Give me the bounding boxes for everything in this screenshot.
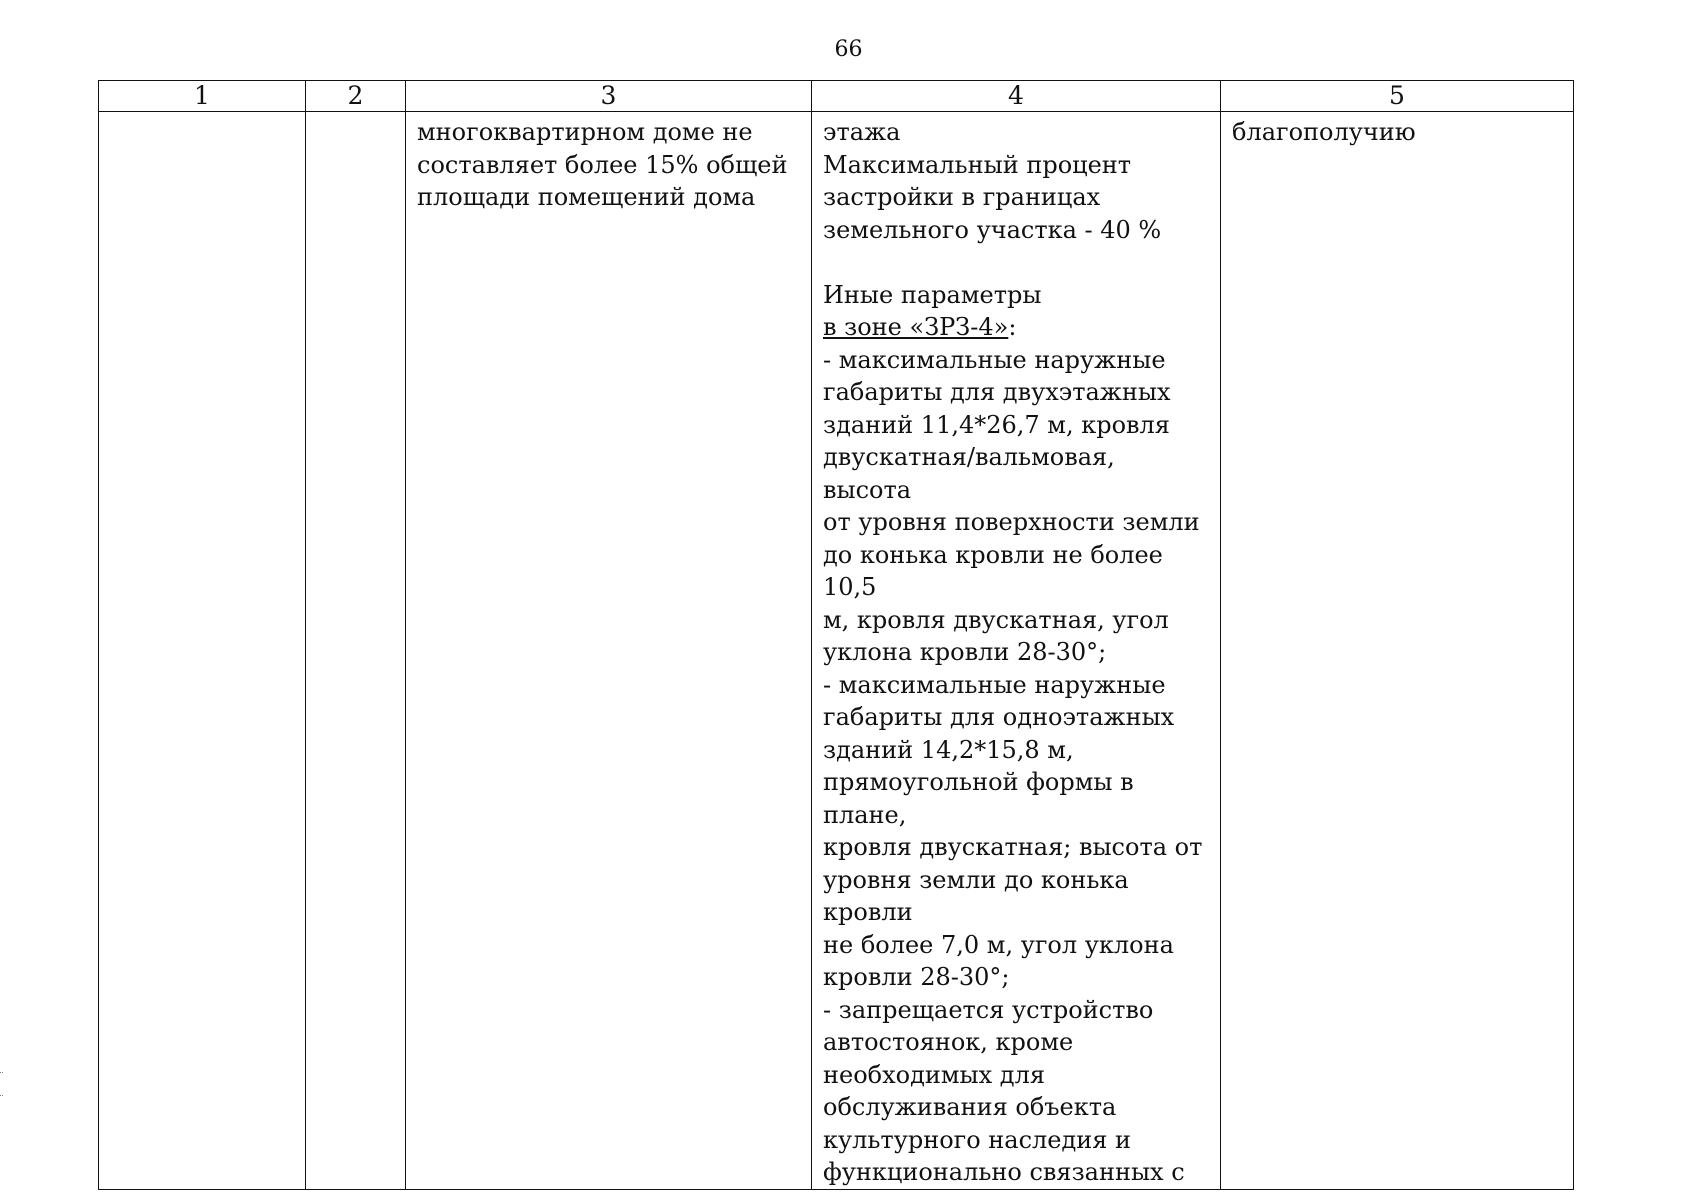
zone-label: в зоне «ЗРЗ-4»	[823, 313, 1009, 341]
cell-col-5-text: благополучию	[1232, 118, 1416, 146]
cell-col-3	[406, 112, 812, 1190]
cell-col-2	[306, 112, 406, 1190]
column-header-2: 2	[306, 81, 406, 112]
cell-col-4	[812, 112, 1221, 1190]
cell-col-4-intro: этажа Максимальный процент застройки в границах земельного участка - 40 %	[823, 118, 1162, 244]
page-number: 66	[834, 37, 863, 62]
zone-colon: :	[1008, 313, 1017, 341]
regulations-table	[98, 80, 1574, 1190]
column-header-5: 5	[1221, 81, 1574, 112]
cell-col-1	[99, 112, 306, 1190]
scan-edge-marks	[0, 1072, 3, 1096]
paragraph-gap	[812, 246, 1220, 279]
table-header-row	[99, 81, 1574, 112]
column-header-1: 1	[99, 81, 306, 112]
column-header-4: 4	[812, 81, 1221, 112]
zone-line	[812, 311, 1220, 344]
other-parameters-heading: Иные параметры	[823, 280, 1042, 309]
column-header-3: 3	[406, 81, 812, 112]
table-row	[99, 112, 1574, 1190]
cell-col-2-text	[306, 112, 405, 116]
cell-col-3-text: многоквартирном доме не составляет более 15% общей площади помещений дома	[417, 118, 788, 211]
zone-parameters-list: - максимальные наружные габариты для двухэтажных зданий 11,4*26,7 м, кровля двускатная/вальмовая, высота от уровня поверхности земли до конька кровли не более 10,5 м, кровля двускатная, угол уклона кровли 28-30°; - максимальные наружные габариты для одноэтажных зданий 14,2*15,8 м, прямоугольной формы в плане, кровля двускатная; высота от уровня земли до конька кровли не более 7,0 м, угол уклона кровли 28-30°; - запрещается устройство автостоянок, кроме необходимых для обслуживания объекта культурного наследия и функционально связанных с	[823, 345, 1203, 1186]
cell-col-5	[1221, 112, 1574, 1190]
cell-col-1-text	[99, 112, 305, 116]
